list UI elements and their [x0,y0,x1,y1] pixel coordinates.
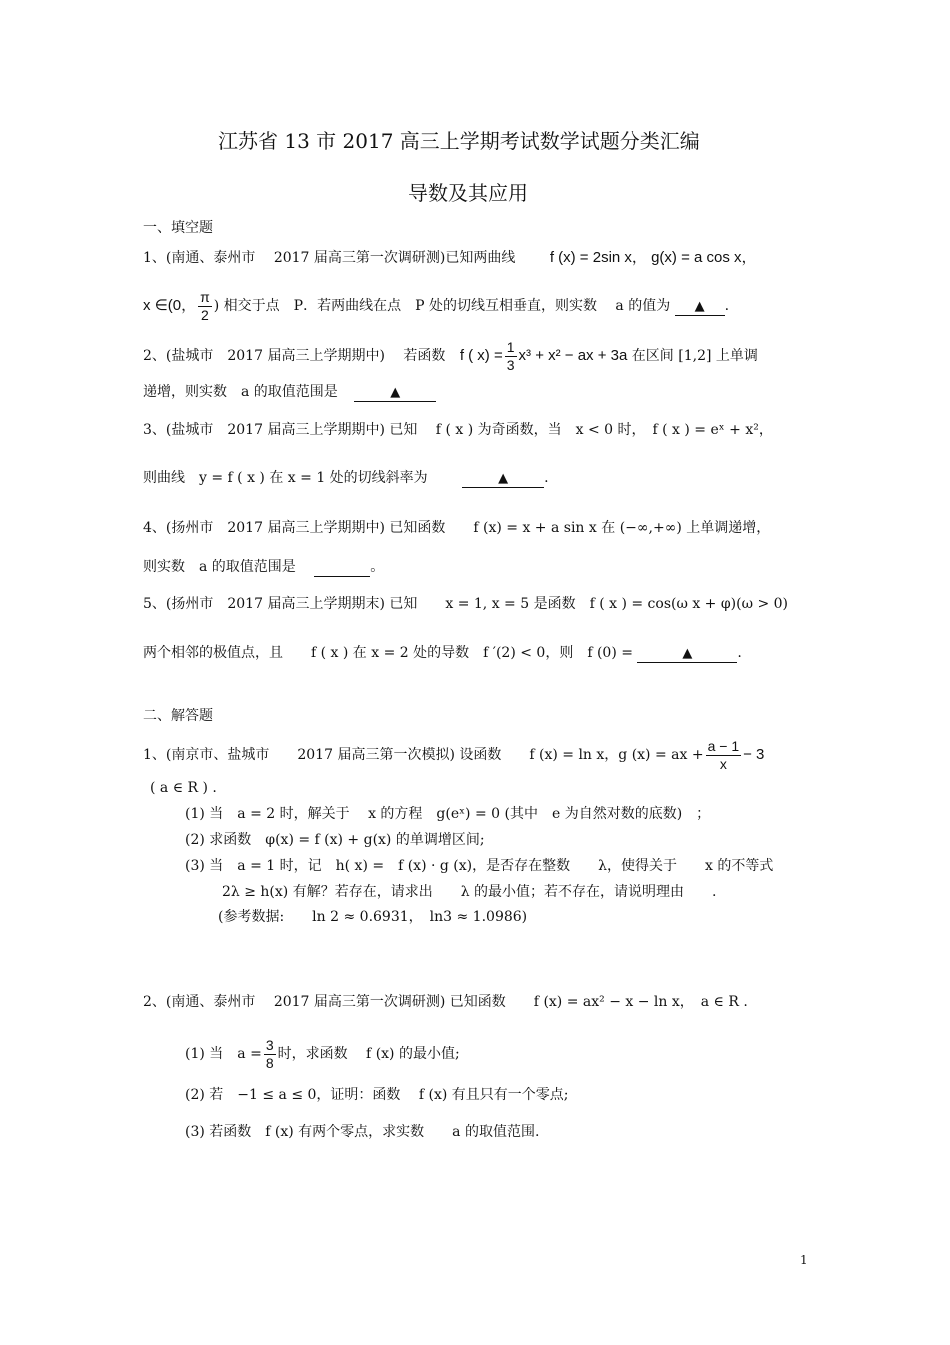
solve-q2-part3: (3) 若函数 f (x) 有两个零点，求实数 a 的取值范围. [185,1124,540,1140]
fill-q4-line1: 4、(扬州市 2017 届高三上学期期中) 已知函数 f (x) = x + a sin x 在 (−∞,+∞) 上单调递增， [143,520,771,536]
fill-q2-text3: 递增，则实数 a 的取值范围是 [143,384,338,400]
answer-blank: ▲ [675,299,725,316]
fill-q3-line2 [143,468,549,488]
fill-q5-line1: 5、(扬州市 2017 届高三上学期期末) 已知 x = 1, x = 5 是函数 f ( x ) = cos(ω x + φ)(ω > 0) [143,596,789,612]
fill-q1-line2 [143,288,729,324]
fill-q4-text: 则实数 a 的取值范围是 [143,559,296,575]
solve-q2-part1-text: (1) 当 a = [185,1046,262,1062]
solve-q1-line2: ( a ∈ R ) . [150,780,217,796]
fill-q2-text: 2、(盐城市 2017 届高三上学期期中) 若函数 [143,348,446,364]
fill-q1-line1 [143,248,757,268]
fill-q2-line1 [143,336,758,376]
fraction-denominator: x [719,755,727,772]
answer-blank: ▲ [462,471,544,488]
solve-q2-part1 [185,1034,460,1074]
fill-q5-line2 [143,643,742,663]
fill-q3-text: 则曲线 y = f ( x ) 在 x = 1 处的切线斜率为 [143,470,428,486]
fraction-numerator: 1 [506,338,515,355]
fill-q2-fraction [505,339,517,374]
fraction-numerator: π [200,288,210,305]
solve-q1-part1: (1) 当 a = 2 时，解关于 x 的方程 g(eˣ) = 0 (其中 e 为自然对数的底数) ； [185,806,711,822]
solve-q1-text: 1、(南京市、盐城市 2017 届高三第一次模拟) 设函数 f (x) = ln x，g (x) = ax + [143,747,704,763]
section-heading-solve: 二、解答题 [143,708,213,724]
page-subtitle: 导数及其应用 [408,181,528,205]
solve-q1-part2: (2) 求函数 φ(x) = f (x) + g(x) 的单调增区间; [185,832,485,848]
solve-q2-line1: 2、(南通、泰州市 2017 届高三第一次调研测) 已知函数 f (x) = ax² − x − ln x， a ∈ R . [143,994,748,1010]
full-stop: 。 [370,559,385,575]
fill-q5-text: 两个相邻的极值点，且 f ( x ) 在 x = 2 处的导数 f ′(2) < 0，则 f (0) = [143,645,633,661]
fill-q2-math-b: x³ + x² − ax + 3a [518,347,628,364]
solve-q1-tail: − 3 [743,746,765,763]
fill-q1-interval-start: x ∈(0， [143,297,197,314]
period: . [737,645,742,661]
fraction-denominator: 8 [265,1054,274,1071]
fill-q4-line2 [143,557,384,577]
solve-q2-part2: (2) 若 −1 ≤ a ≤ 0，证明：函数 f (x) 有且只有一个零点; [185,1087,569,1103]
fill-q3-line1: 3、(盐城市 2017 届高三上学期期中) 已知 f ( x ) 为奇函数，当 x < 0 时， f ( x ) = eˣ + x²， [143,422,773,438]
section-heading-fill: 一、填空题 [143,220,213,236]
fill-q2-text2: 在区间 [1,2] 上单调 [631,348,758,364]
fraction-denominator: 2 [201,306,209,323]
page-number: 1 [800,1253,808,1267]
solve-q1-fraction [706,738,742,773]
fraction-numerator: a − 1 [707,737,740,754]
fill-q1-math: f (x) = 2sin x， g(x) = a cos x， [549,249,757,266]
fill-q2-math-a: f ( x) = [459,347,503,364]
fill-q1-text2: ) 相交于点 P．若两曲线在点 P 处的切线互相垂直，则实数 a 的值为 [213,298,671,314]
solve-q1-reference: (参考数据: ln 2 ≈ 0.6931， ln3 ≈ 1.0986) [218,909,528,925]
solve-q1-line1 [143,734,764,776]
solve-q2-fraction [264,1037,276,1072]
fraction-denominator: 3 [506,356,515,373]
solve-q1-part3-line2: 2λ ≥ h(x) 有解？若存在，请求出 λ 的最小值；若不存在，请说明理由 . [222,884,717,900]
period: . [724,298,730,314]
fill-q1-fraction [198,289,212,324]
page-title: 江苏省 13 市 2017 高三上学期考试数学试题分类汇编 [218,129,700,153]
fill-q1-text: 1、(南通、泰州市 2017 届高三第一次调研测)已知两曲线 [143,250,516,266]
solve-q1-part3-line1: (3) 当 a = 1 时，记 h( x) = f (x) · g (x)，是否存在整数 λ，使得关于 x 的不等式 [185,858,774,874]
answer-blank: ▲ [354,385,436,402]
solve-q2-part1-tail: 时，求函数 f (x) 的最小值; [277,1046,460,1062]
fraction-numerator: 3 [265,1036,274,1053]
answer-blank: ▲ [637,646,737,663]
period: . [544,470,549,486]
answer-blank [314,560,370,577]
fill-q2-line2 [143,382,436,402]
